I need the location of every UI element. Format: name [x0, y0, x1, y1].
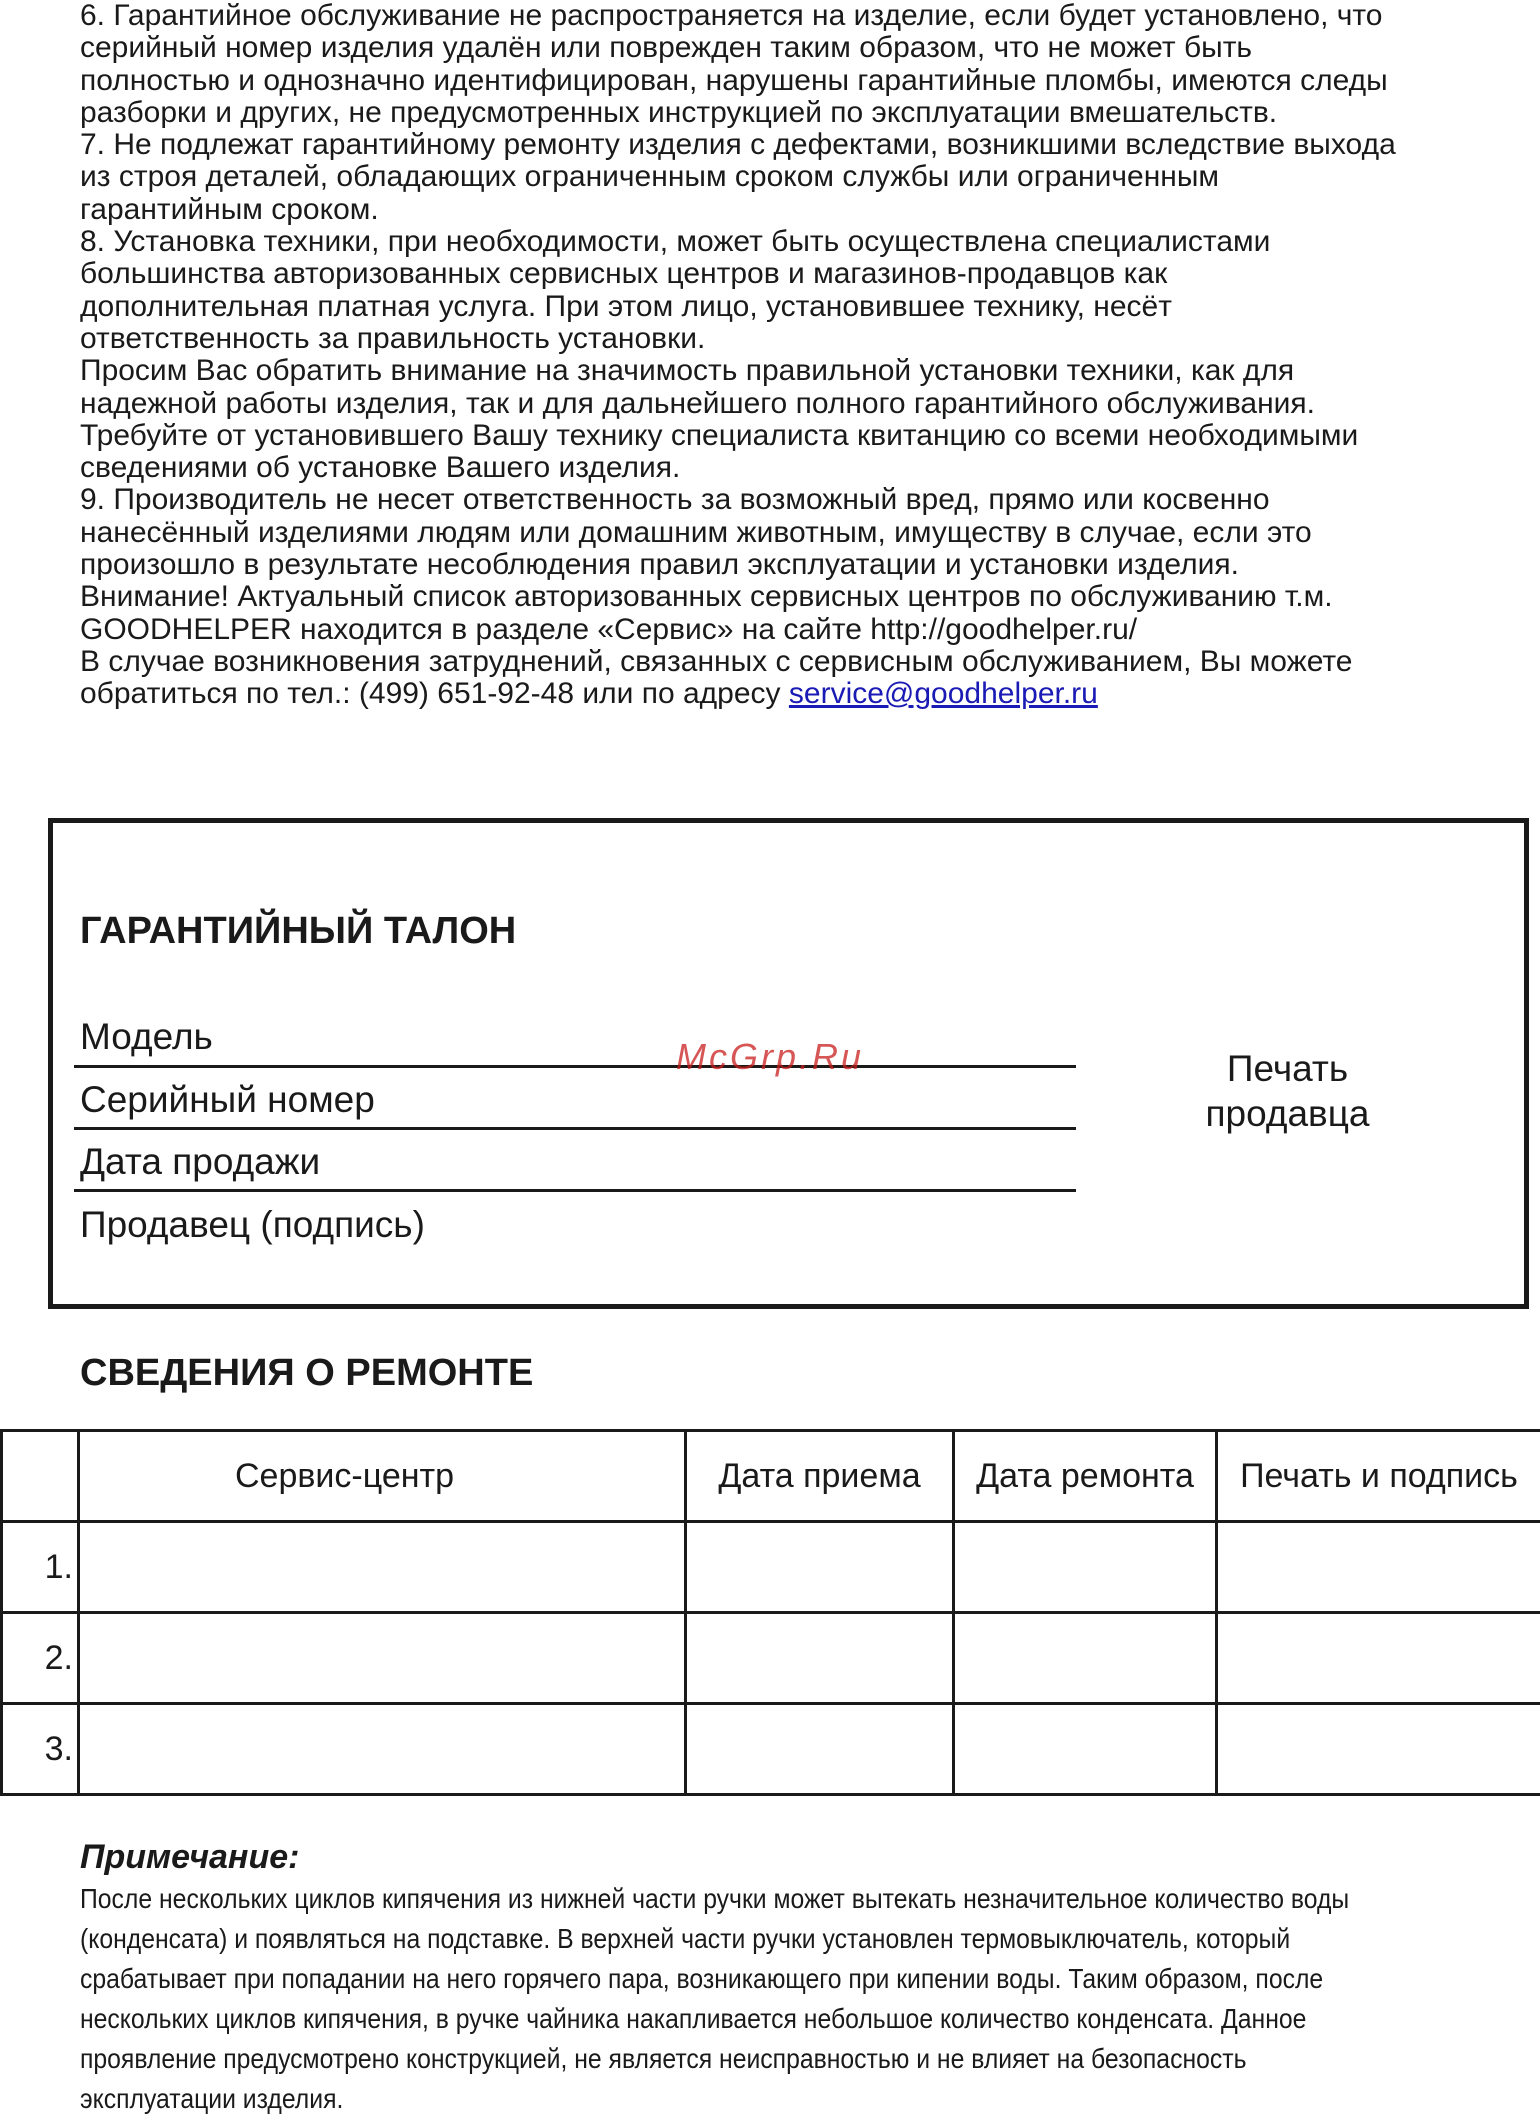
contact-text: обратиться по тел.: (499) 651-92-48 или по адресу	[80, 677, 789, 710]
repair-date-cell	[954, 1522, 1217, 1613]
watermark: McGrp.Ru	[676, 1036, 864, 1078]
repair-table-header-row	[2, 1431, 1540, 1522]
note-line: эксплуатации изделия.	[80, 2079, 1340, 2119]
terms-line: разборки и других, не предусмотренных инструкцией по эксплуатации вмешательств.	[80, 97, 1520, 129]
terms-line: полностью и однозначно идентифицирован, нарушены гарантийные пломбы, имеются следы	[80, 65, 1520, 97]
service-center-cell	[79, 1613, 686, 1704]
terms-line: произошло в результате несоблюдения правил эксплуатации и установки изделия.	[80, 549, 1520, 581]
terms-line: гарантийным сроком.	[80, 194, 1520, 226]
row-number: 1.	[2, 1522, 79, 1613]
terms-line: дополнительная платная услуга. При этом лицо, установившее технику, несёт	[80, 291, 1520, 323]
receive-date-cell	[686, 1522, 954, 1613]
seller-stamp-area	[1150, 1046, 1425, 1136]
model-field-line	[74, 1065, 1076, 1068]
note-line: (конденсата) и появляться на подставке. В верхней части ручки установлен термовыключатель, который	[80, 1919, 1340, 1959]
terms-line: GOODHELPER находится в разделе «Сервис» на сайте http://goodhelper.ru/	[80, 614, 1520, 646]
table-row	[2, 1704, 1540, 1795]
terms-contact-line	[80, 678, 1520, 710]
stamp-signature-cell	[1217, 1704, 1540, 1795]
note-line: проявление предусмотрено конструкцией, не является неисправностью и не влияет на безопасность	[80, 2039, 1340, 2079]
note-line: После нескольких циклов кипячения из нижней части ручки может вытекать незначительное количество воды	[80, 1879, 1340, 1919]
warranty-terms	[80, 0, 1520, 711]
service-center-header: Сервис-центр	[79, 1431, 686, 1522]
terms-line: серийный номер изделия удалён или поврежден таким образом, что не может быть	[80, 32, 1520, 64]
receive-date-cell	[686, 1704, 954, 1795]
terms-line: 8. Установка техники, при необходимости, может быть осуществлена специалистами	[80, 226, 1520, 258]
stamp-signature-cell	[1217, 1613, 1540, 1704]
serial-number-label: Серийный номер	[80, 1079, 375, 1121]
model-label: Модель	[80, 1016, 213, 1058]
repair-date-cell	[954, 1613, 1217, 1704]
receive-date-header: Дата приема	[686, 1431, 954, 1522]
sale-date-label: Дата продажи	[80, 1141, 320, 1183]
terms-line: большинства авторизованных сервисных центров и магазинов-продавцов как	[80, 258, 1520, 290]
terms-line: Просим Вас обратить внимание на значимость правильной установки техники, как для	[80, 355, 1520, 387]
terms-line: 7. Не подлежат гарантийному ремонту изделия с дефектами, возникшими вследствие выхода	[80, 129, 1520, 161]
row-number: 2.	[2, 1613, 79, 1704]
service-center-cell	[79, 1522, 686, 1613]
repair-info-title: СВЕДЕНИЯ О РЕМОНТЕ	[80, 1352, 533, 1395]
stamp-label-line2: продавца	[1150, 1091, 1425, 1136]
receive-date-cell	[686, 1613, 954, 1704]
seller-signature-label: Продавец (подпись)	[80, 1204, 425, 1246]
table-row	[2, 1522, 1540, 1613]
repair-date-cell	[954, 1704, 1217, 1795]
stamp-signature-header: Печать и подпись	[1217, 1431, 1540, 1522]
repair-table	[0, 1429, 1540, 1796]
table-row	[2, 1613, 1540, 1704]
terms-line: 9. Производитель не несет ответственность за возможный вред, прямо или косвенно	[80, 484, 1520, 516]
warranty-card-title: ГАРАНТИЙНЫЙ ТАЛОН	[80, 910, 516, 953]
terms-line: В случае возникновения затруднений, связанных с сервисным обслуживанием, Вы можете	[80, 646, 1520, 678]
row-number: 3.	[2, 1704, 79, 1795]
email-link[interactable]: service@goodhelper.ru	[789, 677, 1098, 710]
row-number-header	[2, 1431, 79, 1522]
stamp-label-line1: Печать	[1150, 1046, 1425, 1091]
note-title: Примечание:	[80, 1838, 299, 1877]
repair-date-header: Дата ремонта	[954, 1431, 1217, 1522]
sale-date-field-line	[74, 1189, 1076, 1192]
note-line: срабатывает при попадании на него горячего пара, возникающего при кипении воды. Таким образом, после	[80, 1959, 1340, 1999]
stamp-signature-cell	[1217, 1522, 1540, 1613]
terms-line: ответственность за правильность установки.	[80, 323, 1520, 355]
note-line: нескольких циклов кипячения, в ручке чайника накапливается небольшое количество конденсата. Данное	[80, 1999, 1340, 2039]
terms-line: 6. Гарантийное обслуживание не распространяется на изделие, если будет установлено, что	[80, 0, 1520, 32]
terms-line: из строя деталей, обладающих ограниченным сроком службы или ограниченным	[80, 161, 1520, 193]
terms-line: надежной работы изделия, так и для дальнейшего полного гарантийного обслуживания.	[80, 388, 1520, 420]
terms-line: Требуйте от установившего Вашу технику специалиста квитанцию со всеми необходимыми	[80, 420, 1520, 452]
terms-line: Внимание! Актуальный список авторизованных сервисных центров по обслуживанию т.м.	[80, 581, 1520, 613]
serial-number-field-line	[74, 1127, 1076, 1130]
terms-line: нанесённый изделиями людям или домашним животным, имуществу в случае, если это	[80, 517, 1520, 549]
terms-line: сведениями об установке Вашего изделия.	[80, 452, 1520, 484]
note-text	[80, 1879, 1340, 2119]
service-center-cell	[79, 1704, 686, 1795]
